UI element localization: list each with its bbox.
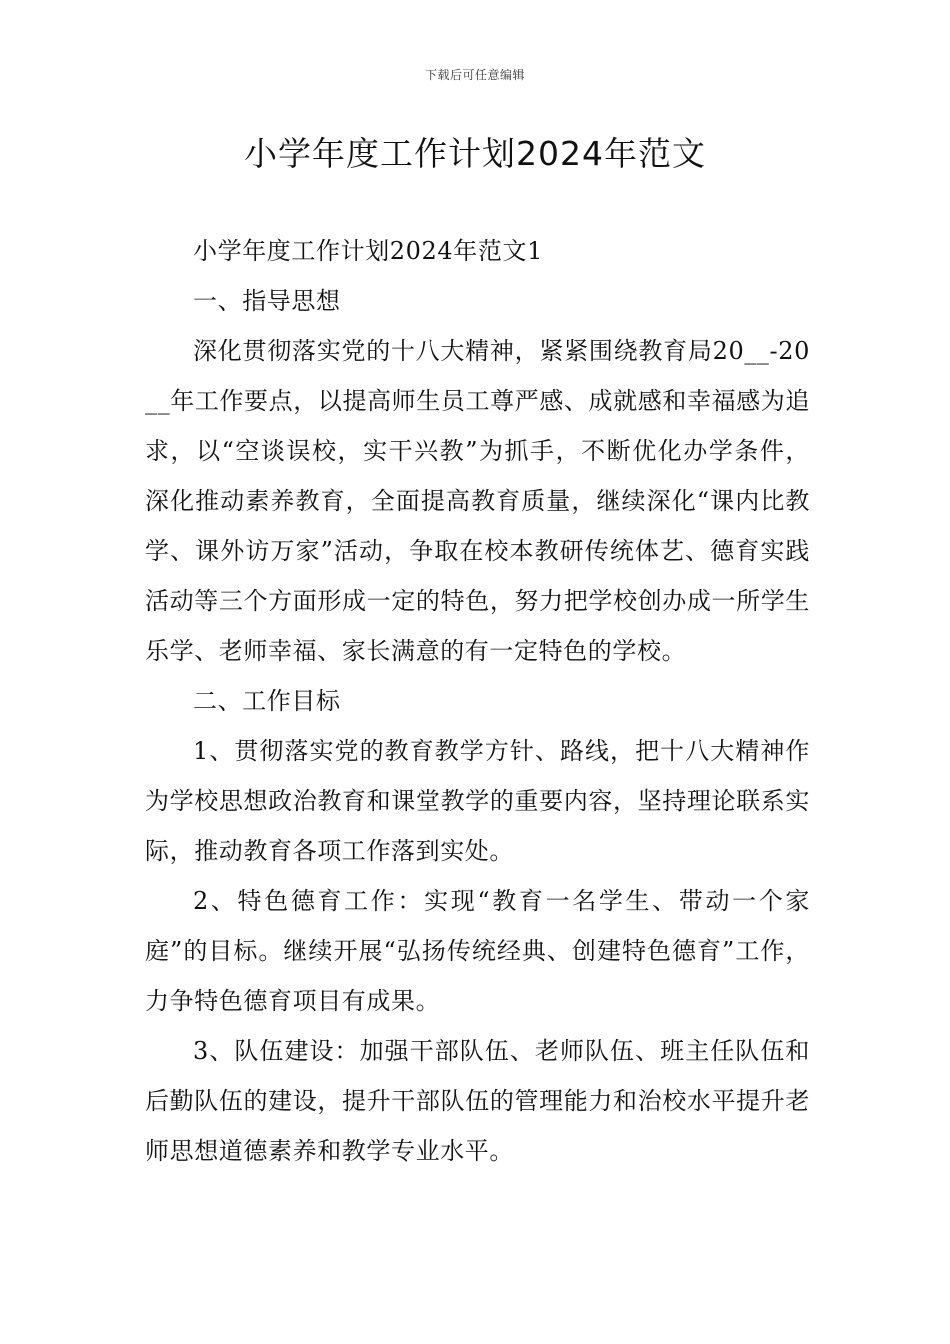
heading-work-goals: 二、工作目标: [193, 687, 341, 715]
goal-item-1: 1、贯彻落实党的教育教学方针、路线，把十八大精神作为学校思想政治教育和课堂教学的重要内容，坚持理论联系实际，推动教育各项工作落到实处。: [145, 737, 810, 865]
heading-guiding-thought: 一、指导思想: [193, 287, 341, 315]
paragraph-guiding-thought: 深化贯彻落实党的十八大精神，紧紧围绕教育局20__-20__年工作要点，以提高师生员工尊严感、成就感和幸福感为追求，以“空谈误校，实干兴教”为抓手，不断优化办学条件，深化推动素养教育，全面提高教育质量，继续深化“课内比教学、课外访万家”活动，争取在校本教研传统体艺、德育实践活动等三个方面形成一定的特色，努力把学校创办成一所学生乐学、老师幸福、家长满意的有一定特色的学校。: [145, 337, 810, 665]
document-body: [145, 226, 810, 1176]
goal-item-2: 2、特色德育工作：实现“教育一名学生、带动一个家庭”的目标。继续开展“弘扬传统经典、创建特色德育”工作，力争特色德育项目有成果。: [145, 887, 810, 1015]
goal-item-3: 3、队伍建设：加强干部队伍、老师队伍、班主任队伍和后勤队伍的建设，提升干部队伍的管理能力和治校水平提升老师思想道德素养和教学专业水平。: [145, 1037, 810, 1165]
header-note: 下载后可任意编辑: [424, 68, 525, 82]
section-subtitle: 小学年度工作计划2024年范文1: [193, 237, 543, 265]
document-title: 小学年度工作计划2024年范文: [244, 134, 706, 173]
